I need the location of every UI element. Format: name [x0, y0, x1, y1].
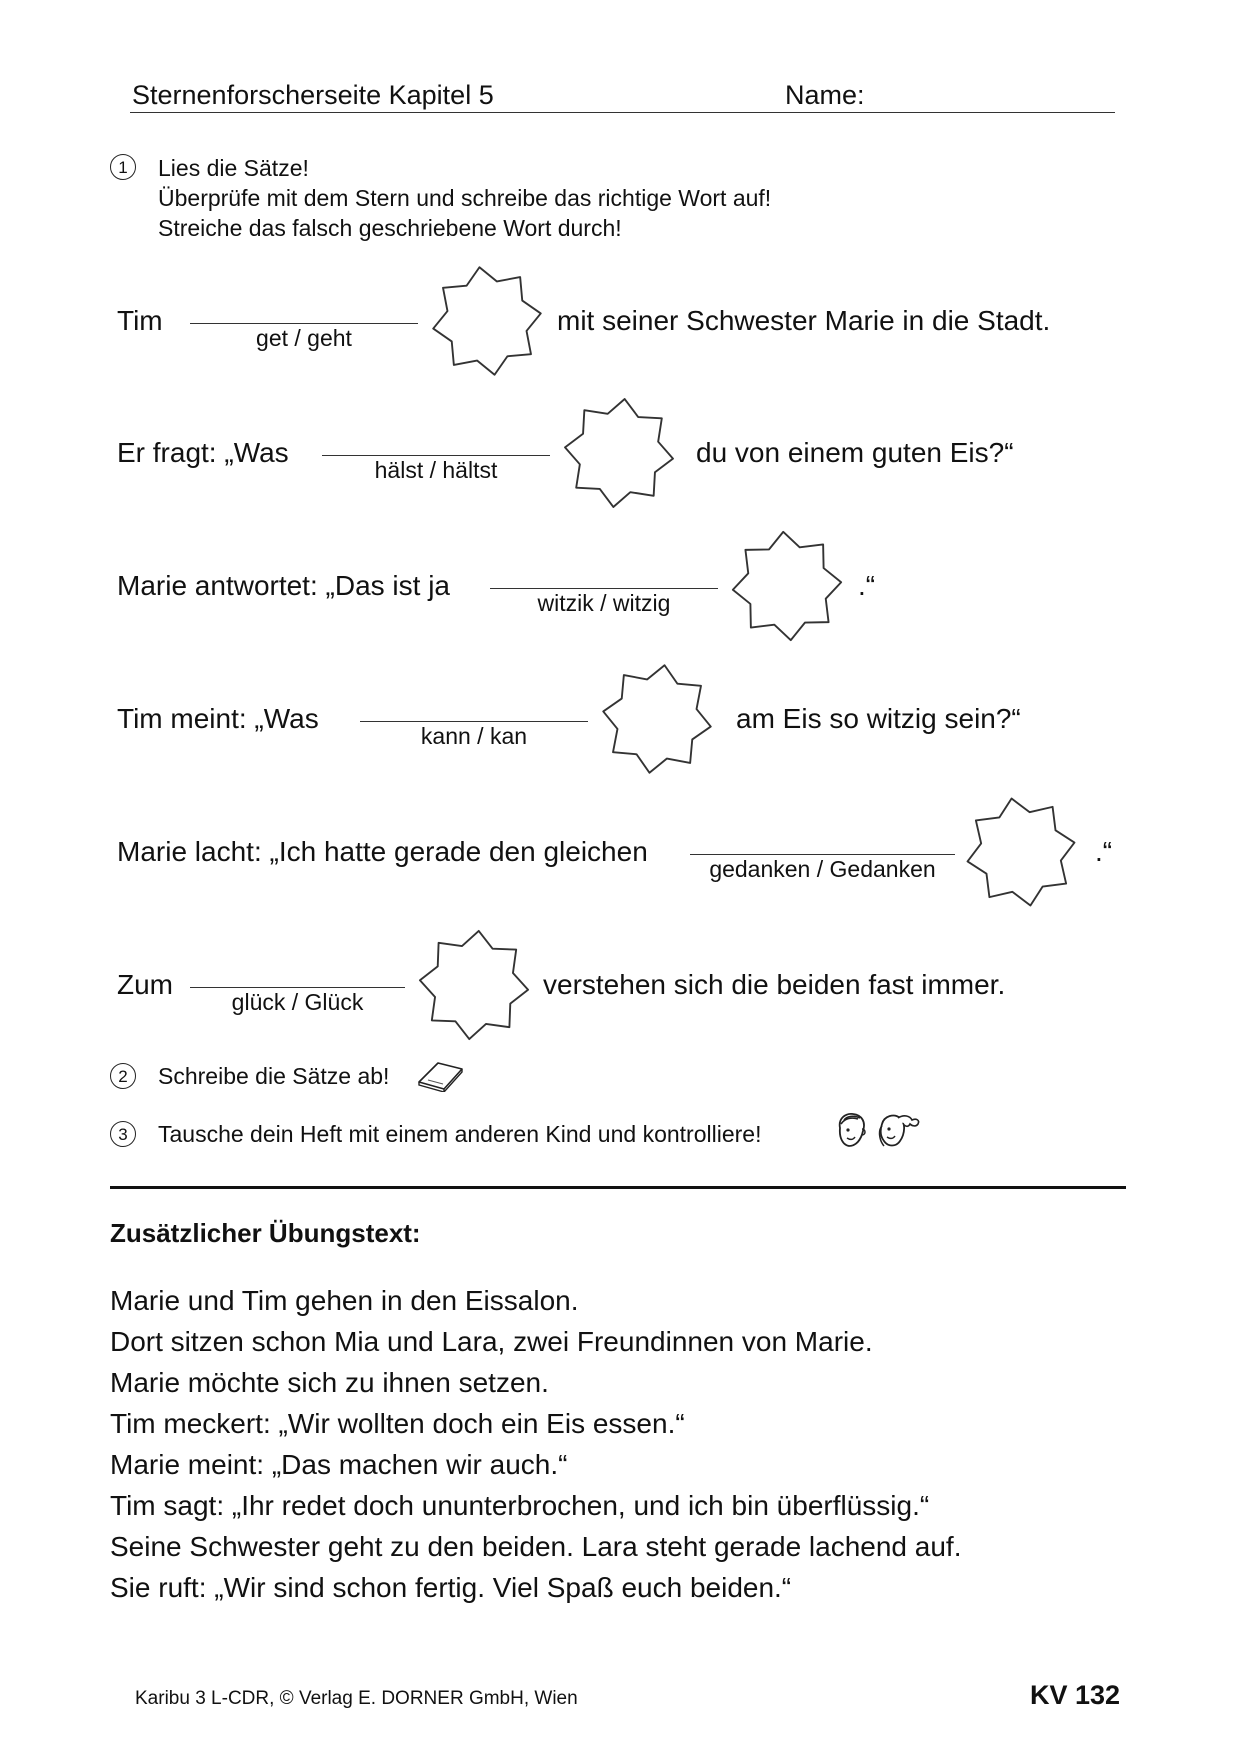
section-divider: [110, 1186, 1126, 1189]
sentence-5-after: .“: [1095, 836, 1113, 867]
practice-line: Marie und Tim gehen in den Eissalon.: [110, 1285, 579, 1316]
practice-line: Tim meckert: „Wir wollten doch ein Eis essen.“: [110, 1408, 685, 1439]
sentence-6-blank[interactable]: [190, 987, 405, 988]
task-2-text: Schreibe die Sätze ab!: [158, 1063, 390, 1089]
name-label: Name:: [785, 80, 865, 110]
footer-copyright: Karibu 3 L-CDR, © Verlag E. DORNER GmbH, Wien: [135, 1688, 578, 1709]
header-underline: [130, 112, 1115, 113]
sentence-6-before: Zum: [117, 969, 173, 1000]
task-3-number: 3: [110, 1121, 136, 1147]
sentence-3-before: Marie antwortet: „Das ist ja: [117, 570, 450, 601]
worksheet-title: Sternenforscherseite Kapitel 5: [132, 80, 494, 110]
task-1-number: 1: [110, 154, 136, 180]
sentence-4-blank[interactable]: [360, 721, 588, 722]
notebook-icon: [416, 1058, 468, 1092]
sentence-6-options: glück / Glück: [231, 989, 364, 1015]
practice-line: Marie meint: „Das machen wir auch.“: [110, 1449, 568, 1480]
star-box-6[interactable]: [415, 926, 533, 1044]
sentence-4-options: kann / kan: [420, 723, 528, 749]
sentence-5-blank[interactable]: [690, 854, 955, 855]
sentence-2-before: Er fragt: „Was: [117, 437, 289, 468]
sentence-2-options: hälst / hältst: [374, 457, 498, 483]
star-box-2[interactable]: [560, 394, 678, 512]
practice-line: Tim sagt: „Ihr redet doch ununterbrochen, und ich bin überflüssig.“: [110, 1490, 930, 1521]
sentence-6-after: verstehen sich die beiden fast immer.: [543, 969, 1006, 1000]
sentence-3-options: witzik / witzig: [537, 590, 671, 616]
sentence-4-before: Tim meint: „Was: [117, 703, 319, 734]
sentence-2-blank[interactable]: [322, 455, 550, 456]
instruction-line: Streiche das falsch geschriebene Wort durch!: [158, 215, 622, 241]
boy-face-icon: [832, 1110, 870, 1152]
practice-line: Seine Schwester geht zu den beiden. Lara steht gerade lachend auf.: [110, 1531, 962, 1562]
sentence-5-before: Marie lacht: „Ich hatte gerade den gleichen: [117, 836, 648, 867]
practice-line: Marie möchte sich zu ihnen setzen.: [110, 1367, 549, 1398]
star-box-3[interactable]: [728, 527, 846, 645]
task-2-number: 2: [110, 1063, 136, 1089]
task-1-instructions: [158, 153, 771, 243]
sentence-5-options: gedanken / Gedanken: [709, 856, 936, 882]
sentence-1-options: get / geht: [256, 325, 352, 351]
practice-line: Dort sitzen schon Mia und Lara, zwei Freundinnen von Marie.: [110, 1326, 873, 1357]
task-3-text: Tausche dein Heft mit einem anderen Kind und kontrolliere!: [158, 1121, 762, 1147]
star-box-5[interactable]: [962, 793, 1080, 911]
practice-line: Sie ruft: „Wir sind schon fertig. Viel Spaß euch beiden.“: [110, 1572, 792, 1603]
sentence-2-after: du von einem guten Eis?“: [696, 437, 1014, 468]
sentence-1-before: Tim: [117, 305, 163, 336]
instruction-line: Überprüfe mit dem Stern und schreibe das richtige Wort auf!: [158, 185, 772, 211]
footer-code: KV 132: [1030, 1680, 1121, 1710]
star-box-1[interactable]: [428, 262, 546, 380]
instruction-line: Lies die Sätze!: [158, 155, 309, 181]
extra-heading: Zusätzlicher Übungstext:: [110, 1218, 421, 1248]
girl-face-icon: [872, 1110, 922, 1154]
star-box-4[interactable]: [598, 660, 716, 778]
sentence-3-blank[interactable]: [490, 588, 718, 589]
sentence-1-after: mit seiner Schwester Marie in die Stadt.: [557, 305, 1051, 336]
sentence-4-after: am Eis so witzig sein?“: [736, 703, 1021, 734]
practice-text: [110, 1280, 961, 1608]
sentence-1-blank[interactable]: [190, 323, 418, 324]
sentence-3-after: .“: [858, 570, 876, 601]
